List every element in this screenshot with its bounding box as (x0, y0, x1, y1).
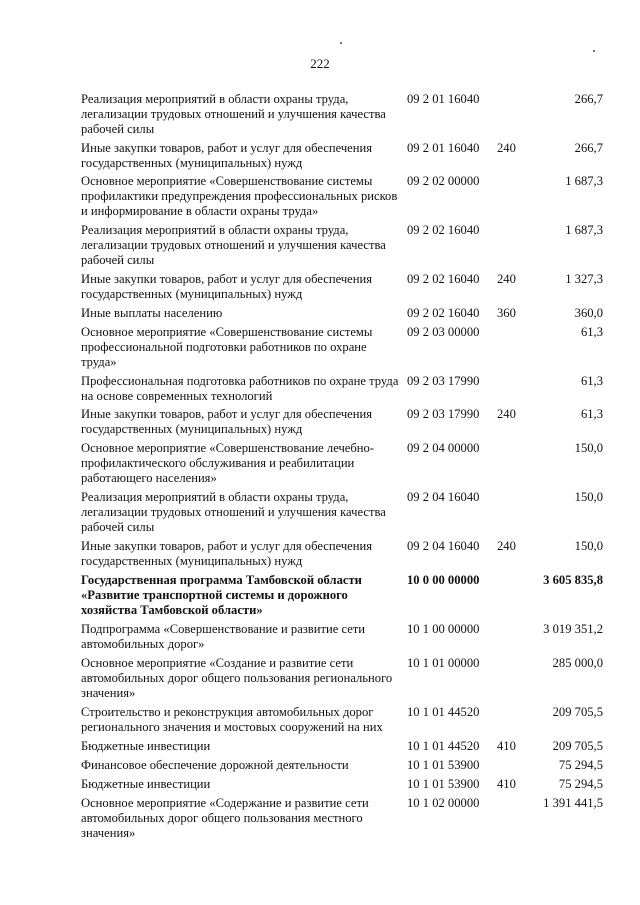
row-expense-type: 240 (497, 407, 516, 421)
row-description: Государственная программа Тамбовской области «Развитие транспортной системы и дорожного хозяйства Тамбовской области» (81, 573, 362, 617)
row-description: Иные закупки товаров, работ и услуг для обеспечения государственных (муниципальных) нужд (81, 407, 373, 436)
row-expense-type: 410 (497, 777, 516, 791)
row-amount: 360,0 (574, 306, 603, 320)
row-target-code: 09 2 03 17990 (407, 407, 480, 421)
row-target-code: 09 2 02 16040 (407, 223, 480, 237)
row-amount: 150,0 (574, 441, 603, 455)
row-target-code: 10 1 00 00000 (407, 622, 480, 636)
table-row (0, 573, 640, 629)
row-amount: 150,0 (574, 539, 603, 553)
row-target-code: 09 2 03 00000 (407, 325, 480, 339)
row-expense-type: 240 (497, 141, 516, 155)
row-expense-type: 240 (497, 272, 516, 286)
table-row (0, 92, 640, 148)
row-description: Основное мероприятие «Совершенствование системы профессиональной подготовки работников по охране труда» (81, 325, 373, 369)
row-amount: 61,3 (580, 374, 603, 388)
row-amount: 1 687,3 (565, 174, 603, 188)
row-description: Подпрограмма «Совершенствование и развитие сети автомобильных дорог» (81, 622, 366, 651)
row-description: Реализация мероприятий в области охраны труда, легализации трудовых отношений и улучшения качества рабочей силы (81, 490, 386, 534)
table-row (0, 174, 640, 230)
row-target-code: 09 2 02 16040 (407, 272, 480, 286)
row-amount: 1 391 441,5 (543, 796, 603, 810)
table-row (0, 223, 640, 279)
row-target-code: 09 2 01 16040 (407, 141, 480, 155)
row-description: Иные выплаты населению (81, 306, 223, 320)
row-target-code: 10 1 02 00000 (407, 796, 480, 810)
row-expense-type: 360 (497, 306, 516, 320)
row-description: Основное мероприятие «Содержание и развитие сети автомобильных дорог общего пользования местного значения» (81, 796, 369, 840)
row-amount: 1 327,3 (565, 272, 603, 286)
row-target-code: 09 2 04 16040 (407, 490, 480, 504)
row-amount: 150,0 (574, 490, 603, 504)
row-target-code: 10 1 01 44520 (407, 739, 480, 753)
row-description: Бюджетные инвестиции (81, 777, 211, 791)
row-target-code: 09 2 03 17990 (407, 374, 480, 388)
row-target-code: 09 2 02 00000 (407, 174, 480, 188)
row-description: Реализация мероприятий в области охраны труда, легализации трудовых отношений и улучшения качества рабочей силы (81, 92, 386, 136)
row-expense-type: 410 (497, 739, 516, 753)
row-target-code: 10 1 01 00000 (407, 656, 480, 670)
row-target-code: 10 0 00 00000 (407, 573, 480, 587)
row-description: Иные закупки товаров, работ и услуг для обеспечения государственных (муниципальных) нужд (81, 141, 373, 170)
row-description: Основное мероприятие «Совершенствование лечебно-профилактического обслуживания и реабилитации работающего населения» (81, 441, 375, 485)
table-row (0, 490, 640, 546)
page-number: 222 (310, 56, 330, 71)
row-description: Финансовое обеспечение дорожной деятельности (81, 758, 349, 772)
row-amount: 75 294,5 (558, 758, 603, 772)
row-target-code: 10 1 01 53900 (407, 758, 480, 772)
table-row (0, 325, 640, 381)
row-target-code: 09 2 02 16040 (407, 306, 480, 320)
row-amount: 3 019 351,2 (543, 622, 603, 636)
row-target-code: 10 1 01 44520 (407, 705, 480, 719)
row-description: Строительство и реконструкция автомобильных дорог регионального значения и мостовых сооружений на них (81, 705, 383, 734)
row-amount: 209 705,5 (552, 739, 603, 753)
row-amount: 75 294,5 (558, 777, 603, 791)
row-target-code: 09 2 01 16040 (407, 92, 480, 106)
row-amount: 61,3 (580, 407, 603, 421)
row-description: Профессиональная подготовка работников по охране труда на основе современных технологий (81, 374, 399, 403)
row-amount: 266,7 (574, 141, 603, 155)
table-row (0, 796, 640, 852)
row-description: Основное мероприятие «Создание и развитие сети автомобильных дорог общего пользования регионального значения» (81, 656, 393, 700)
row-amount: 61,3 (580, 325, 603, 339)
row-description: Иные закупки товаров, работ и услуг для обеспечения государственных (муниципальных) нужд (81, 272, 373, 301)
row-description: Бюджетные инвестиции (81, 739, 211, 753)
row-amount: 285 000,0 (552, 656, 603, 670)
table-row (0, 441, 640, 497)
row-target-code: 09 2 04 00000 (407, 441, 480, 455)
row-amount: 266,7 (574, 92, 603, 106)
row-amount: 3 605 835,8 (543, 573, 603, 587)
row-amount: 209 705,5 (552, 705, 603, 719)
row-target-code: 10 1 01 53900 (407, 777, 480, 791)
row-target-code: 09 2 04 16040 (407, 539, 480, 553)
table-row (0, 656, 640, 712)
row-description: Иные закупки товаров, работ и услуг для обеспечения государственных (муниципальных) нужд (81, 539, 373, 568)
row-expense-type: 240 (497, 539, 516, 553)
row-description: Основное мероприятие «Совершенствование системы профилактики предупреждения профессиональных рисков и информирование в области охраны труда» (81, 174, 398, 218)
row-amount: 1 687,3 (565, 223, 603, 237)
row-description: Реализация мероприятий в области охраны труда, легализации трудовых отношений и улучшения качества рабочей силы (81, 223, 386, 267)
